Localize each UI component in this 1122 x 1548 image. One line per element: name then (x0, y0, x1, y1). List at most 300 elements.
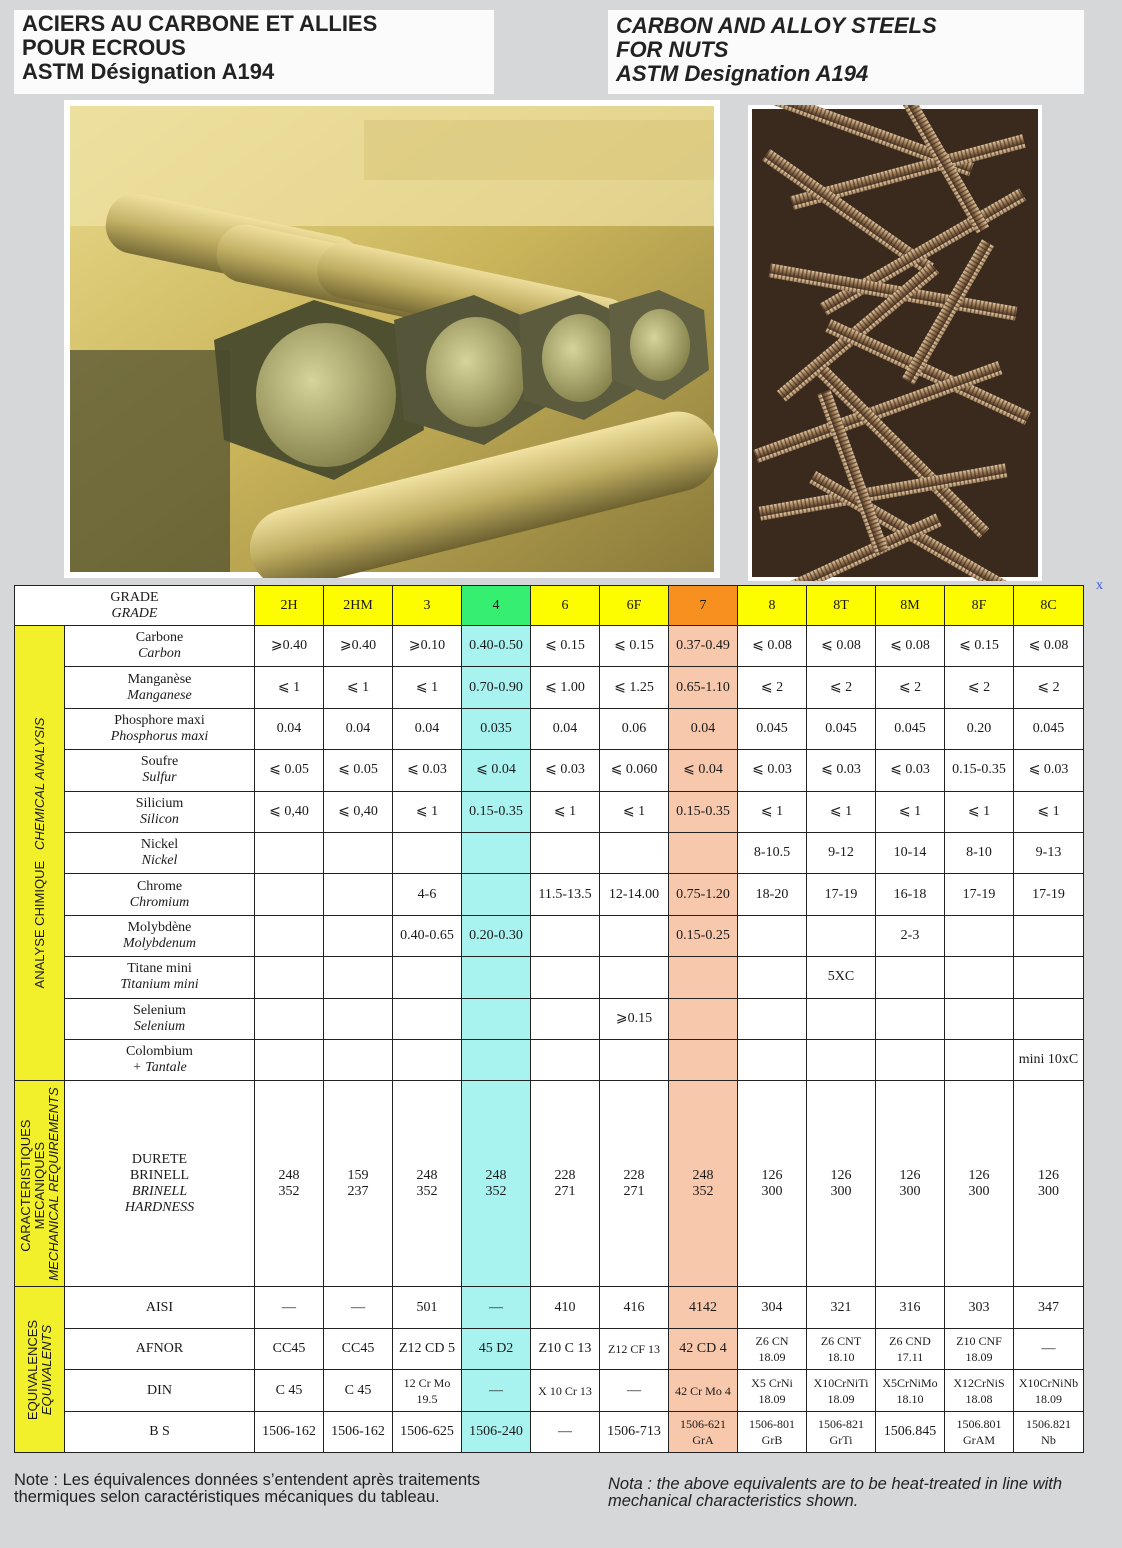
chem-value-cell: ⩽ 1 (738, 791, 807, 832)
equiv-value-line: 1506.845 (883, 1424, 937, 1440)
section-mechanical-en: MECHANICAL REQUIREMENTS (45, 1087, 61, 1281)
equiv-value-line: 18.09 (758, 1350, 786, 1365)
element-label (65, 750, 255, 791)
equiv-value-cell (807, 1411, 876, 1453)
grade-header-row (15, 586, 1084, 626)
chem-value-cell (945, 957, 1014, 998)
section-equivalents-en: EQUIVALENTS (38, 1324, 54, 1415)
grade-header-3: 3 (393, 586, 462, 626)
hardness-value-cell (807, 1081, 876, 1287)
equiv-value-line: 1506-162 (331, 1424, 385, 1440)
photo-hex-nuts (64, 100, 720, 578)
title-fr-line1: ACIERS AU CARBONE ET ALLIES (22, 11, 378, 36)
chem-value-cell (324, 1039, 393, 1080)
section-chemical-en: CHEMICAL ANALYSIS (31, 717, 47, 851)
equiv-value-cell (531, 1411, 600, 1453)
equiv-value-line: X10CrNiNb (1018, 1375, 1079, 1390)
chem-value-cell: ⩾0.10 (393, 626, 462, 667)
chem-value-cell: ⩽ 0.04 (669, 750, 738, 791)
element-label-fr: Carbone (135, 630, 184, 646)
chem-value-cell: 0.65-1.10 (669, 667, 738, 708)
title-english (608, 10, 1084, 94)
chem-value-cell (531, 957, 600, 998)
chem-value-cell (600, 915, 669, 956)
equiv-value-line: 1506-821 (818, 1417, 864, 1432)
hardness-label-fr1: DURETE (131, 1151, 188, 1167)
chem-value-cell: 18-20 (738, 874, 807, 915)
title-en-line3: ASTM Designation A194 (616, 61, 869, 86)
hardness-value-cell (531, 1081, 600, 1287)
chem-value-cell: ⩽ 0.05 (324, 750, 393, 791)
standard-label: B S (65, 1411, 255, 1453)
chem-value-cell: ⩽ 1 (600, 791, 669, 832)
chem-value-cell: mini 10xC (1014, 1039, 1084, 1080)
equiv-row (15, 1411, 1084, 1453)
grade-label-en: GRADE (111, 605, 158, 621)
chem-value-cell: ⩽ 2 (1014, 667, 1084, 708)
equiv-value-cell (669, 1287, 738, 1329)
equiv-row (15, 1287, 1084, 1329)
chem-value-cell: ⩽ 1 (393, 791, 462, 832)
equiv-value-cell (945, 1287, 1014, 1329)
equiv-value-line: Z6 CNT (820, 1334, 862, 1349)
equiv-value-cell (393, 1370, 462, 1412)
element-label-fr: Chrome (136, 878, 183, 894)
standard-label: AFNOR (65, 1328, 255, 1370)
equiv-value-cell (255, 1411, 324, 1453)
chem-value-cell: 0.20-0.30 (462, 915, 531, 956)
equiv-value-line: 18.09 (758, 1391, 786, 1406)
grade-header-2h: 2H (255, 586, 324, 626)
hardness-min: 126 (761, 1167, 783, 1183)
element-label (65, 832, 255, 873)
hardness-value-cell (1014, 1081, 1084, 1287)
hardness-value-cell (669, 1081, 738, 1287)
chem-value-cell (738, 1039, 807, 1080)
chem-value-cell: ⩽ 0.03 (531, 750, 600, 791)
equiv-value-cell (876, 1411, 945, 1453)
chem-value-cell: ⩽ 1 (531, 791, 600, 832)
section-label-equivalents (15, 1287, 65, 1453)
chem-value-cell (393, 957, 462, 998)
equiv-value-line: — (351, 1299, 365, 1315)
element-label-en: Silicon (140, 811, 179, 827)
steel-grades-table-container (14, 585, 1084, 1453)
chem-value-cell (531, 832, 600, 873)
grade-header-label (15, 586, 255, 626)
chem-value-cell: 12-14.00 (600, 874, 669, 915)
chem-value-cell (531, 1039, 600, 1080)
chem-value-cell (324, 915, 393, 956)
element-label-fr: Molybdène (127, 919, 192, 935)
equiv-value-cell (393, 1287, 462, 1329)
equiv-value-line: 4142 (689, 1299, 717, 1315)
chem-value-cell: ⩽ 0,40 (324, 791, 393, 832)
grade-header-8t: 8T (807, 586, 876, 626)
chem-value-cell (945, 998, 1014, 1039)
chem-value-cell: ⩾0.15 (600, 998, 669, 1039)
chem-value-cell (876, 1039, 945, 1080)
equiv-value-cell (945, 1370, 1014, 1412)
equiv-value-cell (876, 1287, 945, 1329)
equiv-value-line: — (558, 1424, 572, 1440)
chem-value-cell: 8-10 (945, 832, 1014, 873)
chem-value-cell: 0.75-1.20 (669, 874, 738, 915)
equiv-value-line: 1506.821 (1026, 1417, 1071, 1432)
equiv-value-line: GrA (692, 1433, 714, 1448)
hardness-max: 352 (416, 1183, 438, 1199)
chem-value-cell: 0.045 (1014, 708, 1084, 749)
section-equivalents-fr: EQUIVALENCES (24, 1319, 40, 1420)
equiv-value-line: C 45 (275, 1382, 303, 1398)
element-label-en: Chromium (129, 894, 190, 910)
chem-value-cell: 10-14 (876, 832, 945, 873)
element-label-fr: Soufre (140, 754, 179, 770)
title-fr-line3: ASTM Désignation A194 (22, 59, 275, 84)
chem-row (15, 915, 1084, 956)
chem-value-cell: 0.70-0.90 (462, 667, 531, 708)
equiv-value-cell (1014, 1328, 1084, 1370)
element-label (65, 791, 255, 832)
chem-value-cell (945, 915, 1014, 956)
equiv-value-line: 1506-162 (262, 1424, 316, 1440)
chem-row (15, 626, 1084, 667)
equiv-value-cell (1014, 1287, 1084, 1329)
chem-value-cell: 0.20 (945, 708, 1014, 749)
element-label-fr: Manganèse (127, 671, 192, 687)
chem-value-cell (462, 998, 531, 1039)
equiv-value-cell (393, 1411, 462, 1453)
equiv-value-cell (600, 1328, 669, 1370)
equiv-value-cell (255, 1328, 324, 1370)
equiv-value-line: 1506.801 (956, 1417, 1002, 1432)
margin-mark: x (1096, 578, 1103, 593)
equiv-value-line: 303 (968, 1299, 990, 1315)
hardness-label (65, 1081, 255, 1287)
chem-value-cell: 0.04 (393, 708, 462, 749)
chem-value-cell (600, 832, 669, 873)
hardness-max: 300 (968, 1183, 990, 1199)
grade-header-6: 6 (531, 586, 600, 626)
equiv-value-cell (738, 1287, 807, 1329)
equiv-value-cell (738, 1370, 807, 1412)
hardness-label-en2: HARDNESS (124, 1199, 195, 1215)
equiv-value-cell (669, 1411, 738, 1453)
chem-value-cell: ⩽ 0.08 (738, 626, 807, 667)
hardness-max: 271 (554, 1183, 576, 1199)
chem-value-cell (324, 832, 393, 873)
chem-value-cell: ⩽ 2 (738, 667, 807, 708)
equiv-value-line: X5 CrNi (751, 1375, 793, 1390)
chem-value-cell: 0.15-0.35 (462, 791, 531, 832)
chem-value-cell: 0.045 (738, 708, 807, 749)
equiv-value-line: GrTi (829, 1433, 853, 1448)
chem-value-cell: 17-19 (945, 874, 1014, 915)
element-label-fr: Titane mini (127, 961, 192, 977)
equiv-value-line: 347 (1038, 1299, 1059, 1315)
grade-header-6f: 6F (600, 586, 669, 626)
chem-value-cell (738, 998, 807, 1039)
hardness-value-cell (324, 1081, 393, 1287)
chem-value-cell: 0.04 (669, 708, 738, 749)
equiv-value-cell (531, 1328, 600, 1370)
equiv-value-cell (738, 1411, 807, 1453)
chem-value-cell: ⩽ 2 (876, 667, 945, 708)
chem-value-cell: ⩾0.40 (255, 626, 324, 667)
equiv-value-line: 1506-801 (749, 1417, 795, 1432)
hardness-value-cell (945, 1081, 1014, 1287)
threaded-studs-illustration (748, 105, 1042, 581)
equiv-value-line: X10CrNiTi (813, 1375, 869, 1390)
hardness-min: 248 (416, 1167, 438, 1183)
element-label-en: Manganese (127, 687, 192, 703)
equiv-value-cell (738, 1328, 807, 1370)
chem-value-cell (669, 1039, 738, 1080)
chem-value-cell: ⩽ 0.03 (393, 750, 462, 791)
element-label-en: Molybdenum (122, 935, 197, 951)
chem-row (15, 832, 1084, 873)
chem-value-cell (255, 915, 324, 956)
chem-value-cell (669, 957, 738, 998)
equiv-value-cell (1014, 1370, 1084, 1412)
title-french (14, 10, 494, 94)
hex-nuts-illustration (64, 100, 720, 578)
chem-value-cell (255, 1039, 324, 1080)
chem-value-cell (1014, 957, 1084, 998)
chem-value-cell: 0.15-0.25 (669, 915, 738, 956)
hardness-value-cell (600, 1081, 669, 1287)
element-label-en: Selenium (133, 1018, 186, 1034)
section-label-mechanical-text (19, 1087, 61, 1280)
chem-value-cell: ⩽ 0.04 (462, 750, 531, 791)
equiv-value-cell (462, 1370, 531, 1412)
equiv-value-line: 19.5 (416, 1391, 438, 1406)
chem-value-cell: ⩽ 0.15 (600, 626, 669, 667)
equiv-value-cell (462, 1328, 531, 1370)
hardness-max: 300 (1038, 1183, 1059, 1199)
chem-row (15, 791, 1084, 832)
chem-value-cell (393, 998, 462, 1039)
hardness-value-cell (255, 1081, 324, 1287)
equiv-value-line: Z6 CND (889, 1334, 931, 1349)
element-label (65, 957, 255, 998)
grade-header-7: 7 (669, 586, 738, 626)
hardness-value-cell (876, 1081, 945, 1287)
grade-header-8m: 8M (876, 586, 945, 626)
chem-value-cell: ⩽ 1 (807, 791, 876, 832)
chem-value-cell: ⩽ 0.03 (1014, 750, 1084, 791)
equiv-row (15, 1328, 1084, 1370)
title-en-line1: CARBON AND ALLOY STEELS (616, 13, 937, 38)
chem-value-cell: ⩽ 0.03 (876, 750, 945, 791)
chem-row (15, 957, 1084, 998)
equiv-value-cell (600, 1287, 669, 1329)
equiv-value-cell (600, 1370, 669, 1412)
equiv-value-line: 501 (416, 1299, 438, 1315)
element-label-fr: Selenium (133, 1002, 186, 1018)
equiv-value-line: CC45 (272, 1341, 306, 1357)
section-label-chemical-text (33, 718, 47, 989)
chem-value-cell: ⩽ 0.060 (600, 750, 669, 791)
equiv-value-cell (324, 1411, 393, 1453)
element-label-fr: Silicium (135, 795, 184, 811)
note-french: Note : Les équivalences données s’entendent après traitements thermiques selon caractéristiques mécaniques du tableau. (14, 1471, 480, 1506)
grade-header-8c: 8C (1014, 586, 1084, 626)
chem-value-cell: 0.40-0.50 (462, 626, 531, 667)
chem-value-cell (255, 957, 324, 998)
equiv-value-cell (324, 1328, 393, 1370)
equiv-value-cell (669, 1328, 738, 1370)
hardness-max: 271 (623, 1183, 645, 1199)
equiv-value-line: — (1041, 1341, 1056, 1357)
chem-value-cell: ⩽ 1 (255, 667, 324, 708)
equiv-value-line: — (627, 1382, 641, 1398)
equiv-value-line: 18.10 (827, 1350, 855, 1365)
equiv-value-line: Z10 CNF (956, 1334, 1002, 1349)
chem-value-cell (393, 832, 462, 873)
equiv-value-line: — (489, 1299, 503, 1315)
chem-value-cell: 8-10.5 (738, 832, 807, 873)
hardness-label-en1: BRINELL (131, 1183, 188, 1199)
chem-value-cell (462, 1039, 531, 1080)
equiv-value-cell (255, 1287, 324, 1329)
chem-value-cell: 0.04 (255, 708, 324, 749)
hardness-value-cell (738, 1081, 807, 1287)
hardness-min: 248 (278, 1167, 300, 1183)
chem-row (15, 874, 1084, 915)
hardness-min: 248 (692, 1167, 714, 1183)
note-english: Nota : the above equivalents are to be heat-treated in line with mechanical characteristics shown. (608, 1475, 1063, 1510)
element-label-en: Phosphorus maxi (110, 728, 209, 744)
hardness-value-cell (462, 1081, 531, 1287)
chem-value-cell: ⩽ 2 (945, 667, 1014, 708)
chem-value-cell (669, 832, 738, 873)
chem-value-cell: ⩽ 0.08 (807, 626, 876, 667)
element-label-en: Nickel (141, 853, 178, 869)
section-chemical-fr: ANALYSE CHIMIQUE (31, 860, 47, 989)
equiv-value-line: 42 CD 4 (679, 1341, 727, 1357)
chem-value-cell: ⩽ 1 (876, 791, 945, 832)
equiv-value-cell (531, 1287, 600, 1329)
equiv-value-line: 18.08 (965, 1391, 993, 1406)
equiv-value-cell (324, 1370, 393, 1412)
equiv-value-line: 410 (554, 1299, 576, 1315)
equiv-value-line: 304 (761, 1299, 783, 1315)
hardness-min: 126 (830, 1167, 852, 1183)
chem-value-cell: 4-6 (393, 874, 462, 915)
element-label (65, 874, 255, 915)
element-label-en: Titanium mini (120, 977, 199, 993)
equiv-value-line: 45 D2 (478, 1341, 514, 1357)
chem-value-cell (324, 874, 393, 915)
chem-value-cell: ⩽ 2 (807, 667, 876, 708)
chem-value-cell: 0.04 (531, 708, 600, 749)
hardness-min: 126 (1038, 1167, 1059, 1183)
equiv-value-cell (324, 1287, 393, 1329)
equiv-value-line: 12 Cr Mo (403, 1375, 451, 1390)
equiv-value-cell (669, 1370, 738, 1412)
hardness-max: 352 (278, 1183, 300, 1199)
grade-header-2hm: 2HM (324, 586, 393, 626)
equiv-value-line: 1506-713 (607, 1424, 661, 1440)
chem-value-cell (531, 915, 600, 956)
equiv-value-line: Z6 CN (755, 1334, 789, 1349)
chem-value-cell (738, 957, 807, 998)
hardness-min: 126 (899, 1167, 921, 1183)
chem-value-cell: 0.04 (324, 708, 393, 749)
hardness-max: 300 (761, 1183, 783, 1199)
chem-value-cell: 0.15-0.35 (945, 750, 1014, 791)
chem-row (15, 750, 1084, 791)
grade-header-8f: 8F (945, 586, 1014, 626)
chem-value-cell (807, 1039, 876, 1080)
element-label (65, 708, 255, 749)
hardness-min: 248 (485, 1167, 507, 1183)
equiv-value-line: 321 (830, 1299, 852, 1315)
equiv-value-line: 1506-621 (680, 1417, 726, 1432)
chem-value-cell: 0.37-0.49 (669, 626, 738, 667)
chem-value-cell (255, 874, 324, 915)
chem-value-cell: ⩽ 0.08 (1014, 626, 1084, 667)
chem-row (15, 1039, 1084, 1080)
chem-value-cell: 11.5-13.5 (531, 874, 600, 915)
equiv-value-cell (1014, 1411, 1084, 1453)
element-label-fr: Phosphore maxi (114, 712, 205, 728)
equiv-value-cell (393, 1328, 462, 1370)
hardness-max: 237 (347, 1183, 369, 1199)
chem-value-cell (807, 998, 876, 1039)
equiv-value-line: 18.10 (896, 1391, 924, 1406)
section-mechanical-fr: CARACTERISTIQUES MECANIQUES (17, 1119, 47, 1252)
equiv-value-cell (531, 1370, 600, 1412)
chem-value-cell: ⩽ 0.15 (531, 626, 600, 667)
hardness-max: 300 (899, 1183, 921, 1199)
chem-value-cell: 0.035 (462, 708, 531, 749)
hardness-max: 300 (830, 1183, 852, 1199)
title-en-line2: FOR NUTS (616, 37, 729, 62)
chem-value-cell (255, 832, 324, 873)
element-label-en: Sulfur (142, 770, 177, 786)
equiv-value-line: Z10 C 13 (538, 1341, 592, 1357)
chem-value-cell: 0.045 (876, 708, 945, 749)
mech-row (15, 1081, 1084, 1287)
grade-header-8: 8 (738, 586, 807, 626)
equiv-value-cell (462, 1411, 531, 1453)
equiv-value-line: 316 (899, 1299, 921, 1315)
equiv-value-line: X 10 Cr 13 (538, 1383, 592, 1398)
chem-value-cell: 5XC (807, 957, 876, 998)
title-fr-line2: POUR ECROUS (22, 35, 186, 60)
section-label-mechanical (15, 1081, 65, 1287)
chem-value-cell (600, 1039, 669, 1080)
element-label (65, 626, 255, 667)
element-label-fr: Nickel (140, 837, 179, 853)
equiv-value-cell (807, 1328, 876, 1370)
equiv-value-cell (462, 1287, 531, 1329)
chem-value-cell (876, 957, 945, 998)
standard-label: AISI (65, 1287, 255, 1329)
chem-value-cell: 0.40-0.65 (393, 915, 462, 956)
grade-header-4: 4 (462, 586, 531, 626)
equiv-value-line: 416 (623, 1299, 645, 1315)
equiv-value-line: X12CrNiS (953, 1375, 1005, 1390)
chem-row (15, 708, 1084, 749)
chem-value-cell: 0.06 (600, 708, 669, 749)
chem-value-cell (324, 957, 393, 998)
chem-value-cell (945, 1039, 1014, 1080)
equiv-row (15, 1370, 1084, 1412)
equiv-value-cell (876, 1370, 945, 1412)
